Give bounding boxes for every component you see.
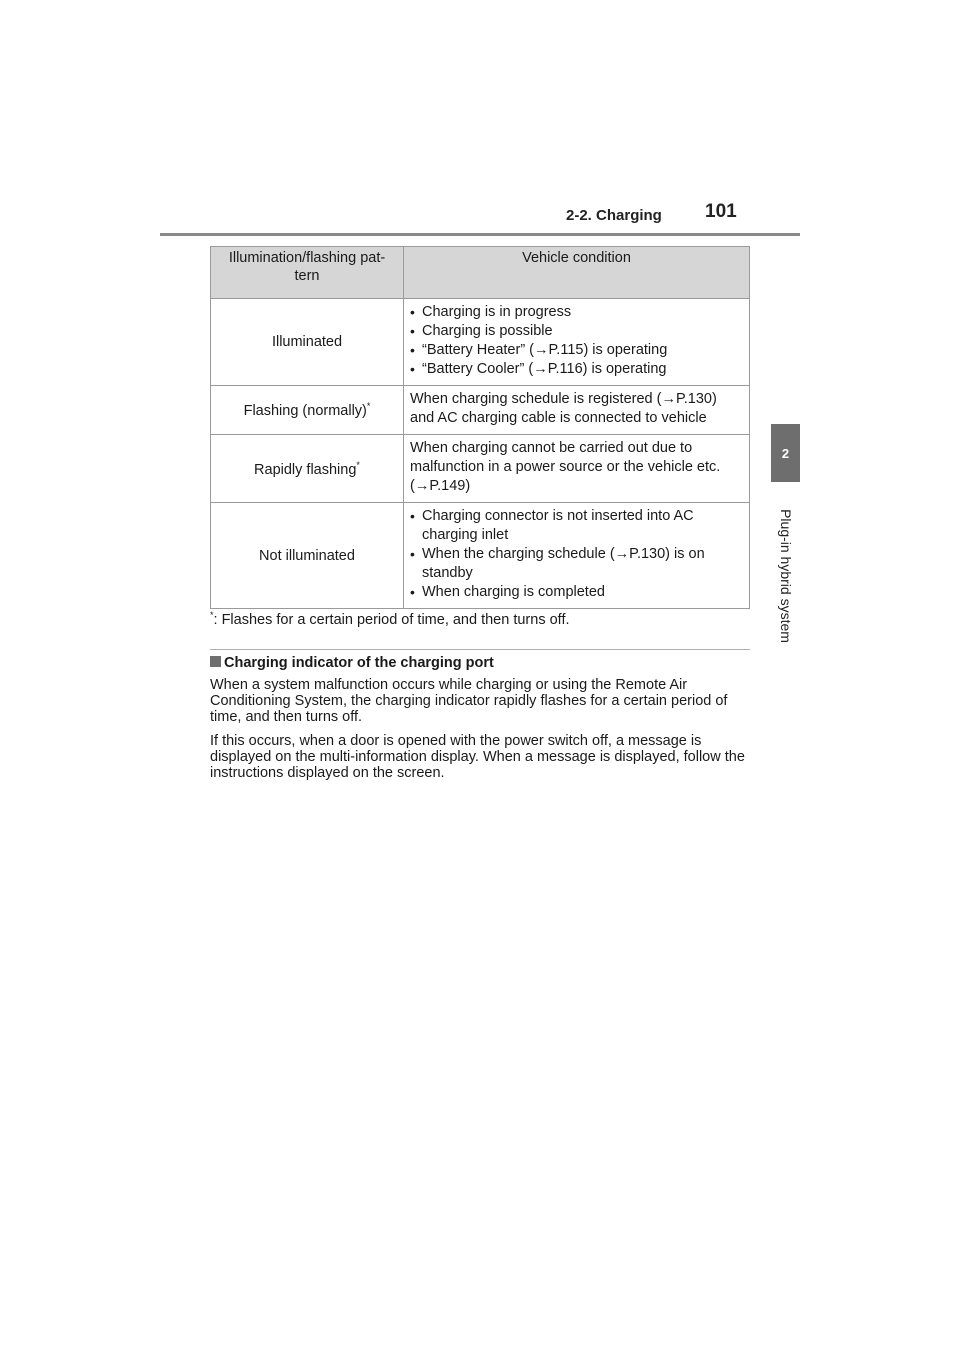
section-divider (210, 649, 750, 650)
footnote-mark: * (366, 401, 371, 412)
condition-cell (404, 299, 750, 386)
bullet-icon: • (410, 342, 415, 358)
list-item: • “Battery Heater” (→P.115) is operating (410, 342, 668, 358)
chapter-tab (771, 424, 800, 482)
pattern-cell: Flashing (normally)* (211, 386, 404, 435)
condition-cell: When charging cannot be carried out due to malfunction in a power source or the vehicle etc. (→P.149) (404, 435, 750, 503)
list-item: • Charging connector is not inserted into AC charging inlet (410, 508, 694, 543)
chapter-label-text: Plug-in hybrid system (778, 509, 794, 643)
square-bullet-icon (210, 656, 221, 667)
table-row (211, 299, 750, 386)
table-header-row (211, 247, 750, 299)
list-item: • When charging is completed (410, 584, 605, 600)
condition-cell: When charging schedule is registered (→P.130) and AC charging cable is connected to vehicle (404, 386, 750, 435)
column-header-pattern: Illumination/flashing pat- tern (211, 247, 404, 299)
pattern-cell: Rapidly flashing* (211, 435, 404, 503)
bullet-icon: • (410, 323, 415, 339)
table-row (211, 435, 750, 503)
bullet-icon: • (410, 546, 415, 562)
indicator-table (210, 246, 750, 609)
pattern-cell: Illuminated (211, 299, 404, 386)
section-title: 2-2. Charging (566, 207, 662, 224)
bullet-icon: • (410, 361, 415, 377)
footnote-mark: * (356, 459, 360, 470)
table-row (211, 386, 750, 435)
table-footnote: *: Flashes for a certain period of time, and then turns off. (210, 610, 570, 628)
body-paragraph: When a system malfunction occurs while charging or using the Remote Air Conditioning System, the charging indicator rapidly flashes for a certain period of time, and then turns off. (210, 677, 728, 725)
page-number: 101 (705, 201, 737, 222)
footnote-mark: * (210, 610, 214, 620)
table-row (211, 503, 750, 609)
pattern-cell: Not illuminated (211, 503, 404, 609)
body-paragraph: If this occurs, when a door is opened with the power switch off, a message is displayed on the multi-information display. When a message is displayed, follow the instructions displayed on the screen. (210, 733, 745, 781)
section-heading: Charging indicator of the charging port (210, 655, 494, 671)
column-header-condition: Vehicle condition (404, 247, 750, 299)
header-divider (160, 233, 800, 236)
list-item: • Charging is possible (410, 323, 553, 339)
chapter-number: 2 (781, 445, 790, 461)
condition-list (410, 507, 743, 602)
bullet-icon: • (410, 304, 415, 320)
condition-list (410, 303, 743, 379)
chapter-label (778, 496, 794, 656)
bullet-icon: • (410, 584, 415, 600)
condition-cell (404, 503, 750, 609)
bullet-icon: • (410, 508, 415, 524)
list-item: • “Battery Cooler” (→P.116) is operating (410, 361, 667, 377)
list-item: • Charging is in progress (410, 304, 572, 320)
list-item: • When the charging schedule (→P.130) is on standby (410, 546, 705, 581)
